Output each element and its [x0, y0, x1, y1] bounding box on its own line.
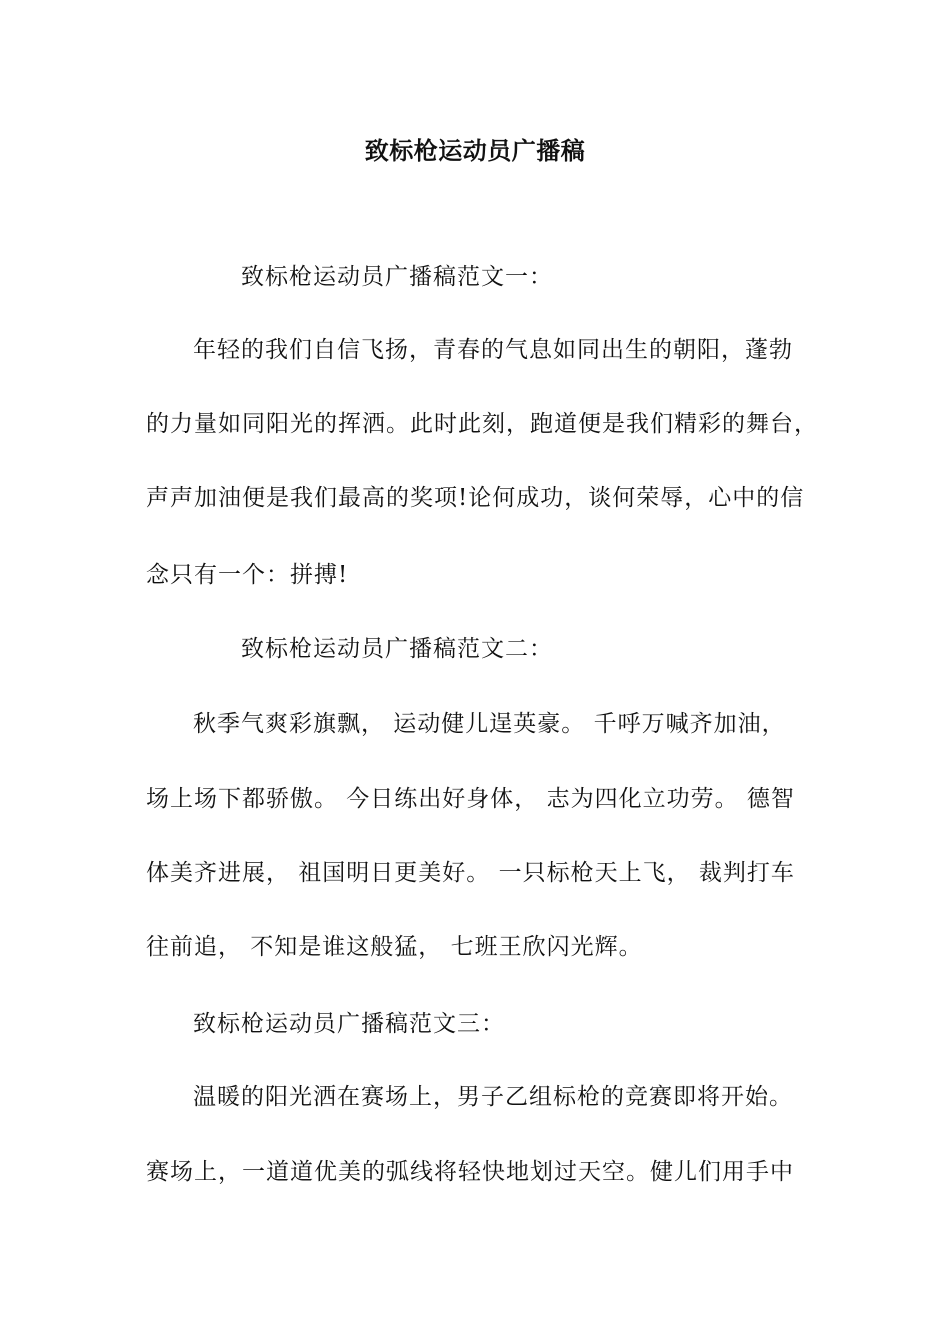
paragraph-line: 体美齐进展， 祖国明日更美好。 一只标枪天上飞， 裁判打车 — [146, 860, 795, 886]
paragraph-line: 往前追， 不知是谁这般猛， 七班王欣闪光辉。 — [146, 934, 643, 960]
paragraph-line: 赛场上，一道道优美的弧线将轻快地划过天空。健儿们用手中 — [146, 1159, 794, 1185]
paragraph-line: 温暖的阳光洒在赛场上，男子乙组标枪的竞赛即将开始。 — [193, 1084, 793, 1110]
section-heading-3: 致标枪运动员广播稿范文三： — [193, 1011, 505, 1037]
paragraph-line: 年轻的我们自信飞扬，青春的气息如同出生的朝阳，蓬勃 — [193, 337, 793, 363]
paragraph-line: 场上场下都骄傲。 今日练出好身体， 志为四化立功劳。 德智 — [146, 786, 795, 812]
paragraph-line: 秋季气爽彩旗飘， 运动健儿逞英豪。 千呼万喊齐加油， — [193, 711, 786, 737]
paragraph-line: 的力量如同阳光的挥洒。此时此刻，跑道便是我们精彩的舞台， — [146, 411, 818, 437]
section-heading-1: 致标枪运动员广播稿范文一： — [241, 264, 553, 290]
paragraph-line: 念只有一个：拼搏! — [146, 562, 349, 588]
section-heading-2: 致标枪运动员广播稿范文二： — [241, 636, 553, 662]
document-title: 致标枪运动员广播稿 — [364, 136, 586, 165]
paragraph-line: 声声加油便是我们最高的奖项!论何成功，谈何荣辱，心中的信 — [146, 485, 805, 511]
